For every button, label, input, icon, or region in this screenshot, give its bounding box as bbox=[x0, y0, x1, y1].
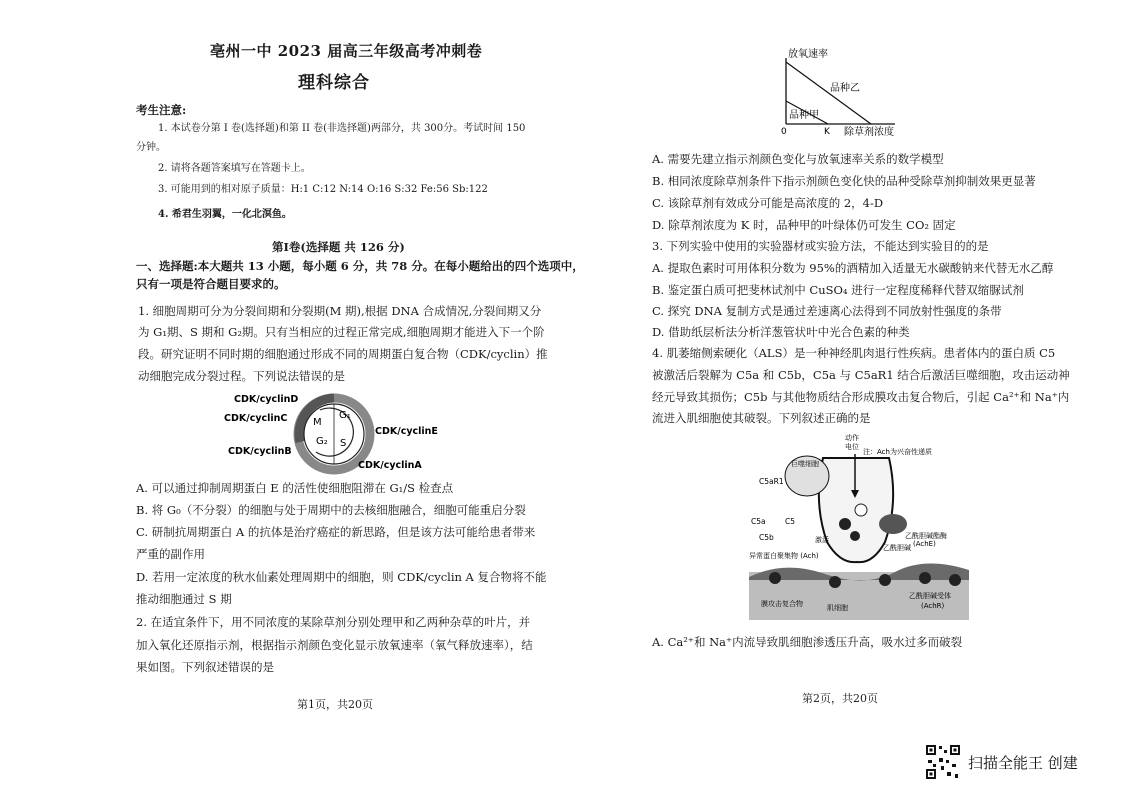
q1-option-d: D. 若用一定浓度的秋水仙素处理周期中的细胞，则 CDK/cyclin A 复合物将不能 bbox=[136, 570, 547, 584]
als-label: 动作 bbox=[845, 434, 859, 442]
graph-origin: 0 bbox=[781, 127, 787, 137]
notice-line: 2. 请将各题答案填写在答题卡上。 bbox=[158, 163, 311, 174]
question-2-text: 加入氧化还原指示剂，根据指示剂颜色变化显示放氧速率（氧气释放速率），结 bbox=[136, 638, 533, 652]
question-4-text: 流进入肌细胞使其破裂。下列叙述正确的是 bbox=[652, 411, 871, 425]
cyclin-label: CDK/cyclinE bbox=[375, 426, 438, 437]
als-label: (AchR) bbox=[921, 602, 945, 610]
graph-y-label: 放氧速率 bbox=[788, 49, 828, 60]
receptor bbox=[919, 572, 931, 584]
graph-k-label: K bbox=[824, 127, 830, 137]
als-label: 异常蛋白聚集物 (Ach) bbox=[749, 552, 819, 560]
notice-heading: 考生注意: bbox=[136, 103, 187, 117]
question-4-text: 被激活后裂解为 C5a 和 C5b，C5a 与 C5aR1 结合后激活巨噬细胞，攻击运动神 bbox=[652, 368, 1070, 382]
page-footer-2: 第2页，共20页 bbox=[802, 692, 878, 705]
als-label: 电位 bbox=[845, 443, 859, 451]
cell-cycle-diagram bbox=[220, 390, 470, 478]
exam-subject: 理科综合 bbox=[298, 73, 370, 93]
cell-cluster bbox=[879, 514, 907, 534]
vesicle bbox=[850, 531, 860, 541]
q1-option-c: C. 研制抗周期蛋白 A 的抗体是治疗癌症的新思路，但是该方法可能给患者带来 bbox=[136, 525, 536, 539]
notice-line: 4. 希君生羽翼，一化北溟鱼。 bbox=[158, 209, 292, 220]
phase-label: G₁ bbox=[339, 410, 351, 421]
question-1-text: 动细胞完成分裂过程。下列说法错误的是 bbox=[138, 369, 345, 383]
als-label: 乙酰胆碱酯酶 bbox=[905, 532, 947, 540]
q1-option-d-cont: 推动细胞通过 S 期 bbox=[136, 592, 232, 606]
question-2-text: 果如图。下列叙述错误的是 bbox=[136, 660, 274, 674]
als-label: 乙酰胆碱 bbox=[883, 544, 911, 552]
question-4-text: 4. 肌萎缩侧索硬化（ALS）是一种神经肌肉退行性疾病。患者体内的蛋白质 C5 bbox=[652, 346, 1056, 360]
als-label: C5a bbox=[751, 517, 766, 526]
cyclin-label: CDK/cyclinC bbox=[224, 413, 288, 424]
page-footer-1: 第1页，共20页 bbox=[297, 698, 373, 711]
receptor bbox=[949, 574, 961, 586]
notice-line: 3. 可能用到的相对原子质量：H:1 C:12 N:14 O:16 S:32 Fe:56 Sb:122 bbox=[158, 184, 488, 195]
vesicle bbox=[839, 518, 851, 530]
als-label: 乙酰胆碱受体 bbox=[909, 592, 951, 600]
q4-option-a: A. Ca²⁺和 Na⁺内流导致肌细胞渗透压升高，吸水过多而破裂 bbox=[652, 635, 963, 649]
als-label: C5 bbox=[785, 517, 796, 526]
section-intro: 只有一项是符合题目要求的。 bbox=[136, 277, 286, 291]
als-label: C5aR1 bbox=[759, 477, 784, 486]
cyclin-label: CDK/cyclinD bbox=[234, 394, 299, 405]
question-4-text: 经元导致其损伤；C5b 与其他物质结合形成膜攻击复合物后，引起 Ca²⁺和 Na⁺内 bbox=[652, 390, 1070, 404]
als-label: 膜攻击复合物 bbox=[761, 600, 803, 608]
phase-label: G₂ bbox=[316, 436, 328, 447]
receptor bbox=[829, 576, 841, 588]
section-intro: 一、选择题:本大题共 13 小题，每小题 6 分，共 78 分。在每小题给出的四个选项中， bbox=[136, 259, 584, 273]
q2-option-d: D. 除草剂浓度为 K 时，品种甲的叶绿体仍可发生 CO₂ 固定 bbox=[652, 218, 956, 232]
question-1-text: 段。研究证明不同时期的细胞通过形成不同的周期蛋白复合物（CDK/cyclin）推 bbox=[138, 347, 548, 361]
question-1-text: 1. 细胞周期可分为分裂间期和分裂期(M 期),根据 DNA 合成情况,分裂间期又分 bbox=[138, 304, 542, 318]
question-3-text: 3. 下列实验中使用的实验器材或实验方法，不能达到实验目的的是 bbox=[652, 239, 989, 253]
notice-line: 1. 本试卷分第 I 卷(选择题)和第 II 卷(非选择题)两部分，共 300分。考试时间 150 bbox=[158, 123, 526, 134]
cyclin-label: CDK/cyclinA bbox=[358, 460, 422, 471]
series-label-yi: 品种乙 bbox=[830, 83, 860, 94]
section-title: 第Ⅰ卷(选择题 共 126 分) bbox=[272, 240, 405, 254]
als-diagram bbox=[745, 432, 975, 624]
q1-option-c-cont: 严重的副作用 bbox=[136, 547, 205, 561]
q2-option-a: A. 需要先建立指示剂颜色变化与放氧速率关系的数学模型 bbox=[652, 152, 944, 166]
question-2-text: 2. 在适宜条件下，用不同浓度的某除草剂分别处理甲和乙两种杂草的叶片，并 bbox=[136, 615, 531, 629]
q3-option-a: A. 提取色素时可用体积分数为 95%的酒精加入适量无水碳酸钠来代替无水乙醇 bbox=[652, 261, 1054, 275]
exam-title: 亳州一中 2023 届高三年级高考冲刺卷 bbox=[210, 42, 483, 60]
q3-option-b: B. 鉴定蛋白质可把斐林试剂中 CuSO₄ 进行一定程度稀释代替双缩脲试剂 bbox=[652, 283, 1024, 297]
receptor bbox=[769, 572, 781, 584]
phase-label: M bbox=[313, 417, 322, 428]
question-1-text: 为 G₁期、S 期和 G₂期。只有当相应的过程正常完成,细胞周期才能进入下一个阶 bbox=[138, 325, 545, 339]
q2-option-b: B. 相同浓度除草剂条件下指示剂颜色变化快的品种受除草剂抑制效果更显著 bbox=[652, 174, 1036, 188]
graph-x-label: 除草剂浓度 bbox=[844, 127, 894, 138]
als-label: 肌细胞 bbox=[827, 604, 848, 612]
series-label-jia: 品种甲 bbox=[789, 110, 819, 121]
als-label: C5b bbox=[759, 533, 774, 542]
qr-code-icon bbox=[925, 744, 961, 780]
cyclin-label: CDK/cyclinB bbox=[228, 446, 292, 457]
oxygen-rate-graph bbox=[770, 46, 910, 138]
notice-line: 分钟。 bbox=[136, 142, 166, 153]
scanner-brand: 扫描全能王 创建 bbox=[968, 754, 1078, 772]
phase-label: S bbox=[340, 438, 347, 449]
als-label: (AchE) bbox=[913, 540, 936, 548]
als-label: 激活 bbox=[815, 536, 829, 544]
als-label: 注：Ach为兴奋性递质 bbox=[863, 448, 932, 456]
receptor bbox=[879, 574, 891, 586]
q2-option-c: C. 该除草剂有效成分可能是高浓度的 2，4-D bbox=[652, 196, 884, 210]
vesicle bbox=[855, 504, 867, 516]
q3-option-d: D. 借助纸层析法分析洋葱管状叶中光合色素的种类 bbox=[652, 325, 910, 339]
q1-option-b: B. 将 G₀（不分裂）的细胞与处于周期中的去核细胞融合，细胞可能重启分裂 bbox=[136, 503, 526, 517]
q3-option-c: C. 探究 DNA 复制方式是通过差速离心法得到不同放射性强度的条带 bbox=[652, 304, 1002, 318]
q1-option-a: A. 可以通过抑制周期蛋白 E 的活性使细胞阻滞在 G₁/S 检查点 bbox=[136, 481, 454, 495]
als-label: 巨噬细胞 bbox=[791, 460, 819, 468]
